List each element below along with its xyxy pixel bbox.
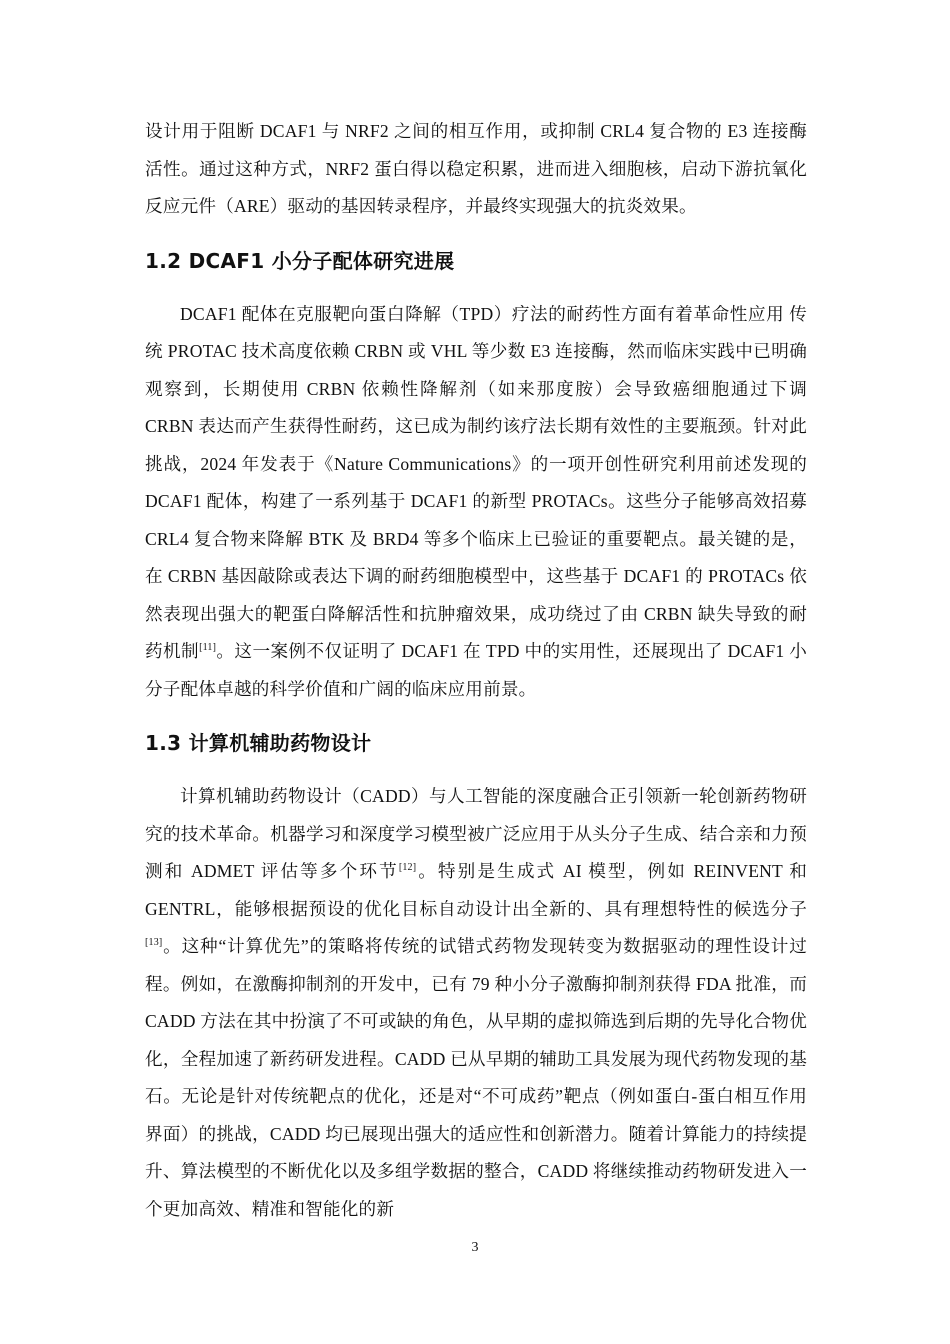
citation-12: [12] <box>398 862 417 873</box>
section-heading-1-3: 1.3 计算机辅助药物设计 <box>145 731 372 755</box>
paragraph-text: 计算机辅助药物设计（CADD）与人工智能的深度融合正引领新一轮创新药物研究的技术革命。机器学习和深度学习模型被广泛应用于从头分子生成、结合亲和力预测和 ADMET 评估等多个环节 <box>145 786 807 881</box>
page-number: 3 <box>471 1240 479 1255</box>
citation-13: [13] <box>145 937 163 948</box>
paragraph-dcaf1-ligands <box>145 296 807 709</box>
citation-11: [11] <box>199 642 217 653</box>
paragraph-text: DCAF1 配体在克服靶向蛋白降解（TPD）疗法的耐药性方面有着革命性应用 传统 PROTAC 技术高度依赖 CRBN 或 VHL 等少数 E3 连接酶，然而临床实践中已明确观察到，长期使用 CRBN 依赖性降解剂（如来那度胺）会导致癌细胞通过下调 CRBN 表达而产生获得性耐药，这已成为制约该疗法长期有效性的主要瓶颈。针对此挑战，2024 年发表于《Nature Communications》的一项开创性研究利用前述发现的 DCAF1 配体，构建了一系列基于 DCAF1 的新型 PROTACs。这些分子能够高效招募 CRL4 复合物来降解 BTK 及 BRD4 等多个临床上已验证的重要靶点。最关键的是，在 CRBN 基因敲除或表达下调的耐药细胞模型中，这些基于 DCAF1 的 PROTACs 依然表现出强大的靶蛋白降解活性和抗肿瘤效果，成功绕过了由 CRBN 缺失导致的耐药机制 <box>145 303 807 661</box>
page-content <box>145 113 807 1228</box>
paragraph-text: 。这一案例不仅证明了 DCAF1 在 TPD 中的实用性，还展现出了 DCAF1 小分子配体卓越的科学价值和广阔的临床应用前景。 <box>145 641 807 699</box>
paragraph-cadd <box>145 778 807 1228</box>
paragraph-text: 。这种“计算优先”的策略将传统的试错式药物发现转变为数据驱动的理性设计过程。例如，在激酶抑制剂的开发中，已有 79 种小分子激酶抑制剂获得 FDA 批准，而 CADD 方法在其中扮演了不可或缺的角色，从早期的虚拟筛选到后期的先导化合物优化，全程加速了新药研发进程。CADD 已从早期的辅助工具发展为现代药物发现的基石。无论是针对传统靶点的优化，还是对“不可成药”靶点（例如蛋白-蛋白相互作用界面）的挑战，CADD 均已展现出强大的适应性和创新潜力。随着计算能力的持续提升、算法模型的不断优化以及多组学数据的整合，CADD 将继续推动药物研发进入一个更加高效、精准和智能化的新 <box>145 936 807 1219</box>
paragraph-continuation: 设计用于阻断 DCAF1 与 NRF2 之间的相互作用，或抑制 CRL4 复合物的 E3 连接酶活性。通过这种方式，NRF2 蛋白得以稳定积累，进而进入细胞核，启动下游抗氧化反应元件（ARE）驱动的基因转录程序，并最终实现强大的抗炎效果。 <box>145 121 807 216</box>
section-heading-1-2: 1.2 DCAF1 小分子配体研究进展 <box>145 248 455 273</box>
paragraph-text: 。特别是生成式 AI 模型，例如 REINVENT 和 GENTRL，能够根据预设的优化目标自动设计出全新的、具有理想特性的候选分子 <box>145 861 807 919</box>
